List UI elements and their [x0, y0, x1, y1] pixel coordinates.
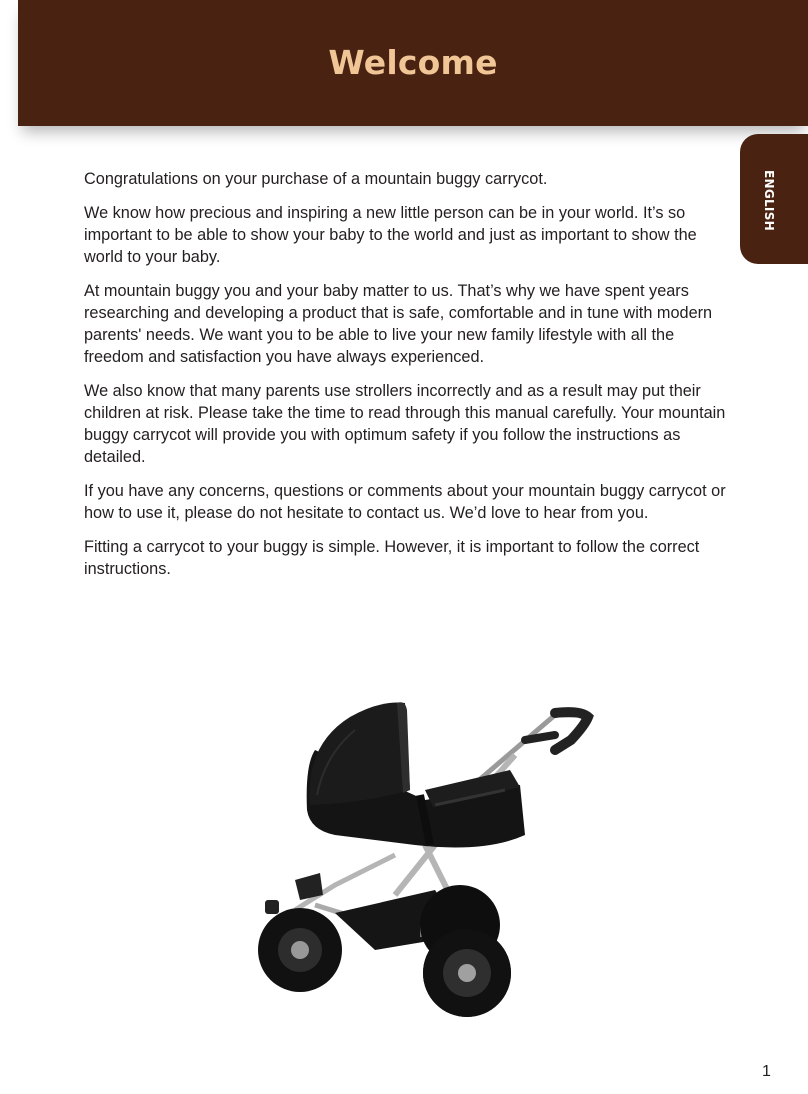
stroller-with-carrycot-image: [255, 695, 600, 1025]
paragraph-safety: We also know that many parents use strollers incorrectly and as a result may put their children at risk. Please take the time to read through this manual carefully. Your mountain buggy carrycot will provide you with optimum safety if you follow the instructions as detailed.: [84, 382, 726, 466]
paragraph-fitting: Fitting a carrycot to your buggy is simple. However, it is important to follow the correct instructions.: [84, 538, 700, 578]
language-tab: [740, 134, 808, 264]
paragraph-congratulations: Congratulations on your purchase of a mountain buggy carrycot.: [84, 170, 548, 188]
paragraph-matter: At mountain buggy you and your baby matter to us. That’s why we have spent years researching and developing a product that is safe, comfortable and in tune with modern parents' needs. We want you to be able to live your new family lifestyle with all the freedom and satisfaction you have always experienced.: [84, 282, 713, 366]
page-header: [18, 0, 808, 126]
language-tab-label: ENGLISH: [762, 170, 776, 231]
paragraph-precious: We know how precious and inspiring a new little person can be in your world. It’s so important to be able to show your baby to the world and just as important to show the world to your baby.: [84, 204, 697, 266]
intro-text: [84, 168, 734, 592]
page-title: Welcome: [328, 43, 498, 82]
page-number: 1: [762, 1063, 771, 1080]
paragraph-contact: If you have any concerns, questions or comments about your mountain buggy carrycot or how to use it, please do not hesitate to contact us. We’d love to hear from you.: [84, 482, 726, 522]
